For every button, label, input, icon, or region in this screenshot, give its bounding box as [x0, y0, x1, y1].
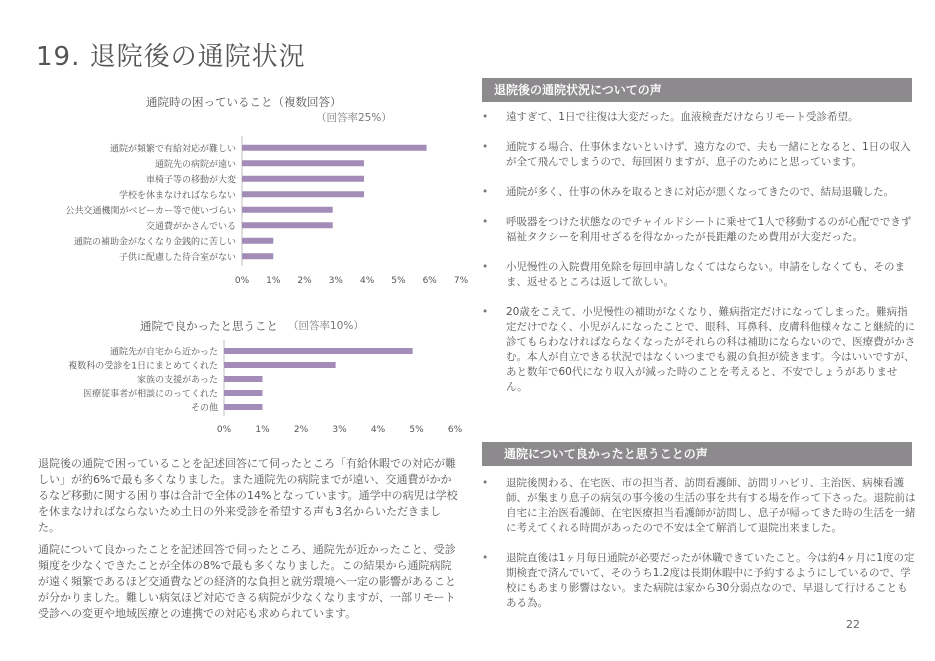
bar	[242, 222, 333, 228]
list-item: • 20歳をこえて、小児慢性の補助がなくなり、難病指定だけになってしまった。難病指定だけでなく、小児がんになったことで、眼科、耳鼻科、皮膚科他様々なこと継続的に診てもらわなければならなくなったがそれらの科は補助にならないので、医療費がかさむ。本人が自立できる状況ではなくいつまでも親の負担が続きます。今はいいですが、あと数年で60代になり収入が減った時のことを考えると、不安でしょうがありません。	[480, 305, 916, 395]
category-label: 通院先の病院が遠い	[154, 159, 236, 170]
chart1-title: 通院時の困っていること（複数回答）	[146, 95, 342, 109]
section1-header: 退院後の通院状況についての声	[482, 78, 912, 102]
list-item: • 通院する場合、仕事休まないといけず、遠方なので、夫も一緒にとなると、1日の収入が全て飛んでしまうので、毎回困りますが、息子のためにと思っています。	[480, 140, 916, 170]
category-label: 医療従事者が相談にのってくれた	[83, 389, 218, 400]
category-label: 通院が頻繁で有給対応が難しい	[109, 144, 236, 155]
chart2-svg	[0, 338, 470, 438]
summary-paragraph-1: 退院後の通院で困っていることを記述回答にて伺ったところ「有給休暇での対応が難しい」が約6%で最も多くなりました。また通院先の病院までが遠い、交通費がかかるなど移動に関する困り事は合計で全体の14%となっています。通学中の病児は学校を休まなければならないため土日の外来受診を希望する声も3名からいただきました。	[38, 457, 458, 534]
chart1-svg	[0, 134, 470, 294]
list-item: • 遠すぎて、1日で往復は大変だった。血液検査だけならリモート受診希望。	[480, 110, 916, 125]
bar	[224, 404, 263, 410]
bar	[224, 390, 263, 396]
bar	[224, 376, 263, 382]
x-tick-label: 3%	[328, 276, 343, 286]
x-tick-label: 2%	[293, 425, 309, 435]
page-title: 19. 退院後の通院状況	[36, 42, 306, 72]
summary-paragraph-2: 通院について良かったことを記述回答で伺ったところ、通院先が近かったこと、受診頻度を少なくできたことが全体の8%で最も多くなりました。この結果から通院病院が遠く頻繁であるほど交通費などの経済的な負担と就労環境へ一定の影響があることが分かりました。難しい病気ほど対応できる病院が少なくなりますが、一部リモート受診への変更や地域医療との連携での対応も求められています。	[38, 543, 456, 620]
list-item: • 退院後関わる、在宅医、市の担当者、訪問看護師、訪問リハビリ、主治医、病棟看護師、が集まり息子の病気の事今後の生活の事を共有する場を作って下さった。退院前は自宅に主治医看護師、在宅医療担当看護師が訪問し、息子が帰ってきた時の生活を一緒に考えてくれる時間があったので不安は全て解消して退院出来ました。	[480, 476, 916, 536]
x-tick-label: 3%	[332, 425, 347, 435]
category-label: 家族の支援があった	[137, 375, 218, 386]
bar	[242, 238, 273, 244]
x-tick-label: 2%	[297, 276, 312, 286]
list-item: • 退院直後は1ヶ月毎日通院が必要だったが休職できていたこと。今は約4ヶ月に1度の定期検査で済んでいて、そのうち1.2度は長期休暇中に予約するようにしているので、学校にもあまり影響はない。また病院は家から30分弱点なので、早退して行けることもある為。	[480, 551, 916, 611]
bar	[224, 348, 413, 354]
x-tick-label: 1%	[266, 276, 281, 286]
list-item: • 小児慢性の入院費用免除を毎回申請しなくてはならない。申請をしなくても、そのまま、返せるところは返して欲しい。	[480, 260, 916, 290]
category-label: 車椅子等の移動が大変	[145, 175, 236, 186]
category-label: その他	[190, 403, 218, 414]
x-tick-label: 5%	[409, 425, 424, 435]
list-item: • 呼吸器をつけた状態なのでチャイルドシートに乗せて1人で移動するのが心配でできず福祉タクシーを利用せざるを得なかったが長距離のため費用が大変だった。	[480, 215, 916, 245]
category-label: 複数科の受診を1日にまとめてくれた	[68, 361, 218, 372]
chart2-subtitle: （回答率10%）	[288, 320, 364, 332]
x-tick-label: 4%	[360, 276, 375, 286]
category-label: 子供に配慮した待合室がない	[118, 252, 236, 263]
x-tick-label: 0%	[234, 276, 250, 286]
category-label: 通院先が自宅から近かった	[109, 347, 218, 358]
page-number: 22	[846, 618, 860, 631]
section2-list	[480, 476, 916, 626]
section1-list	[480, 110, 916, 410]
x-tick-label: 4%	[370, 425, 386, 435]
list-item: • 通院が多く、仕事の休みを取るときに対応が悪くなってきたので、結局退職した。	[480, 185, 916, 200]
x-tick-label: 5%	[391, 276, 406, 286]
x-tick-label: 6%	[447, 425, 463, 435]
bar	[242, 207, 333, 213]
x-tick-label: 6%	[422, 276, 437, 286]
bar	[224, 362, 336, 368]
x-tick-label: 0%	[216, 425, 232, 435]
x-tick-label: 1%	[255, 425, 270, 435]
bar	[242, 176, 364, 182]
category-label: 学校を休まなければならない	[118, 190, 236, 201]
category-label: 通院の補助金がなくなり金銭的に苦しい	[73, 237, 236, 248]
x-tick-label: 7%	[453, 276, 469, 286]
chart2-title: 通院で良かったと思うこと	[140, 319, 278, 333]
section2-header: 通院について良かったと思うことの声	[482, 442, 912, 466]
category-label: 公共交通機関がベビーカー等で使いづらい	[65, 206, 236, 217]
category-label: 交通費がかさんでいる	[145, 221, 236, 232]
bar	[242, 253, 273, 259]
bar	[242, 191, 364, 197]
chart1-subtitle: （回答率25%）	[316, 112, 392, 124]
bar	[242, 145, 427, 151]
bar	[242, 160, 364, 166]
